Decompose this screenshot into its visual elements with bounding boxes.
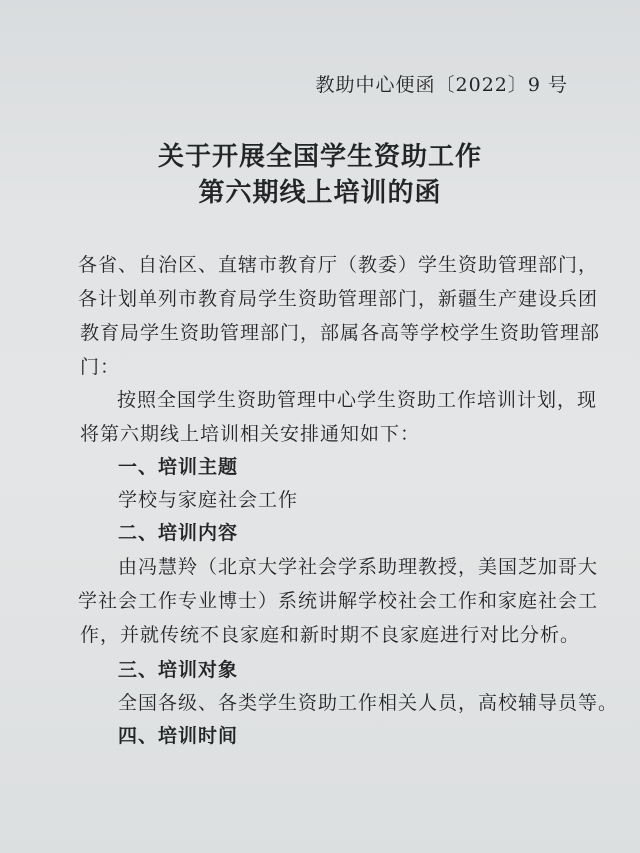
- section-heading-content: 二、培训内容: [118, 522, 239, 544]
- section-heading-theme: 一、培训主题: [118, 456, 239, 478]
- addressee-line: 教育局学生资助管理部门，部属各高等学校学生资助管理部: [80, 322, 601, 344]
- section-text-content: 由冯慧羚（北京大学社会学系助理教授，美国芝加哥大: [118, 556, 599, 578]
- document-title-line-1: 关于开展全国学生资助工作: [157, 142, 482, 172]
- addressee-line: 门：: [80, 356, 121, 378]
- section-text-theme: 学校与家庭社会工作: [118, 489, 299, 511]
- addressee-line: 各省、自治区、直辖市教育厅（教委）学生资助管理部门，: [78, 254, 599, 276]
- section-text-content: 作，并就传统不良家庭和新时期不良家庭进行对比分析。: [80, 624, 581, 646]
- section-heading-audience: 三、培训对象: [118, 659, 239, 681]
- addressee-line: 各计划单列市教育局学生资助管理部门，新疆生产建设兵团: [78, 288, 599, 310]
- section-text-content: 学社会工作专业博士）系统讲解学校社会工作和家庭社会工: [78, 590, 599, 612]
- document-title-line-2: 第六期线上培训的函: [198, 178, 442, 208]
- intro-line: 按照全国学生资助管理中心学生资助工作培训计划，现: [117, 389, 598, 411]
- document-number: 教助中心便函〔2022〕9 号: [315, 74, 568, 96]
- intro-line: 将第六期线上培训相关安排通知如下：: [80, 423, 421, 445]
- section-heading-time: 四、培训时间: [118, 725, 239, 747]
- section-text-audience: 全国各级、各类学生资助工作相关人员，高校辅导员等。: [118, 692, 619, 714]
